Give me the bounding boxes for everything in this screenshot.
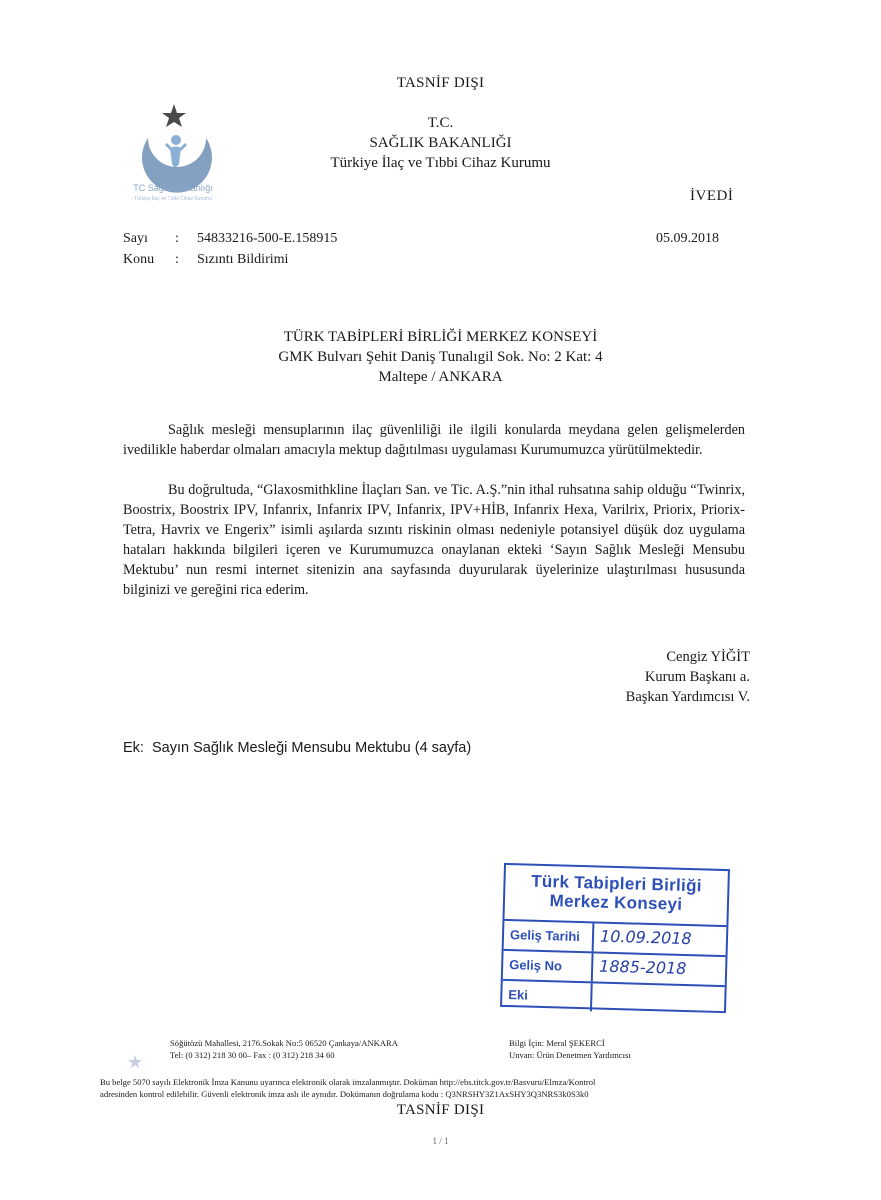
footer-info-block bbox=[509, 1037, 631, 1061]
body-paragraph-2 bbox=[123, 480, 745, 600]
body-paragraph-1 bbox=[123, 420, 745, 460]
logo-text: TC Sağlık Bakanlığı bbox=[133, 183, 213, 193]
page-number: 1 / 1 bbox=[432, 1136, 449, 1146]
addressee-org: TÜRK TABİPLERİ BİRLİĞİ MERKEZ KONSEYİ bbox=[283, 329, 598, 345]
faint-star-icon: ★ bbox=[127, 1052, 144, 1072]
signature-block bbox=[560, 647, 750, 707]
received-stamp bbox=[500, 863, 730, 1013]
footer-address: Söğütözü Mahallesi, 2176.Sokak No:5 06520 Çankaya/ANKARA bbox=[170, 1038, 398, 1048]
footer-info-contact: Bilgi İçin: Meral ŞEKERCİ bbox=[509, 1038, 605, 1048]
sayi-value: 54833216-500-E.158915 bbox=[197, 231, 338, 246]
classification-top: TASNİF DIŞI bbox=[396, 75, 485, 91]
esign-notice bbox=[100, 1076, 800, 1100]
paragraph-2-text: Bu doğrultuda, “Glaxosmithkline İlaçları San. ve Tic. A.Ş.”nin ithal ruhsatına sahip olduğu “Twinrix, Boostrix, Boostrix IPV, Infanrix, Infanrix IPV, Infanrix, IPV+HİB, Infanrix Hexa, Varilrix, Priorix, Priorix-Tetra, Havrix ve Engerix” isimli aşılarda sızıntı riskinin olması nedeniyle potansiyel düşük doz uygulama hataları hakkında bilgileri içeren ve Kurumumuzca onaylanan ekteki ‘Sayın Sağlık Mesleği Mensubu Mektubu’ nun resmi internet sitenizin ana sayfasında duyurularak üyelerinize ulaştırılması hususunda bilginizi ve gereğini rica ederim. bbox=[123, 482, 745, 598]
stamp-label-attachment: Eki bbox=[502, 981, 593, 1012]
sayi-label: Sayı bbox=[123, 231, 148, 246]
attachment-note: Ek: Sayın Sağlık Mesleği Mensubu Mektubu (4 sayfa) bbox=[123, 740, 472, 756]
meta-sayi-row bbox=[123, 228, 337, 250]
stamp-title-line1: Türk Tabipleri Birliği bbox=[530, 871, 703, 896]
footer-info-title: Unvan: Ürün Denetmen Yardımcısı bbox=[509, 1050, 631, 1060]
meta-konu-row bbox=[123, 249, 288, 271]
urgency-mark: İVEDİ bbox=[690, 188, 734, 204]
stamp-title-line2: Merkez Konseyi bbox=[549, 891, 683, 914]
stamp-title bbox=[504, 865, 727, 927]
stamp-value-attachment bbox=[592, 983, 725, 1015]
stamp-label-date: Geliş Tarihi bbox=[504, 921, 595, 952]
signatory-title-1: Kurum Başkanı a. bbox=[644, 669, 750, 685]
addressee-city: Maltepe / ANKARA bbox=[378, 369, 503, 385]
addressee-block bbox=[0, 327, 881, 387]
stamp-value-number: 1885-2018 bbox=[598, 956, 687, 979]
stamp-value-date: 10.09.2018 bbox=[599, 926, 692, 949]
stamp-row-attachment bbox=[502, 981, 725, 1015]
signatory-title-2: Başkan Yardımcısı V. bbox=[625, 689, 750, 705]
letterhead-agency: Türkiye İlaç ve Tıbbi Cihaz Kurumu bbox=[330, 155, 551, 171]
paragraph-1-text: Sağlık mesleği mensuplarının ilaç güvenliliği ile ilgili konularda meydana gelen gelişmelerden ivedilikle haberdar olmaları amacıyla mektup dağıtılması uygulaması Kurumumuzca yürütülmektedir. bbox=[123, 422, 745, 458]
signatory-name: Cengiz YİĞİT bbox=[666, 649, 750, 665]
letterhead bbox=[0, 113, 881, 173]
footer-phone: Tel: (0 312) 218 30 00– Fax : (0 312) 218 34 60 bbox=[170, 1050, 335, 1060]
konu-value: Sızıntı Bildirimi bbox=[197, 252, 289, 267]
letterhead-line1: T.C. bbox=[427, 115, 454, 131]
logo-subtext: Türkiye İlaç ve Tıbbi Cihaz Kurumu bbox=[134, 196, 212, 202]
stamp-label-number: Geliş No bbox=[503, 951, 594, 982]
konu-colon: : bbox=[175, 252, 179, 267]
letterhead-ministry: SAĞLIK BAKANLIĞI bbox=[369, 135, 512, 151]
addressee-street: GMK Bulvarı Şehit Daniş Tunalıgil Sok. No: 2 Kat: 4 bbox=[278, 349, 603, 365]
konu-label: Konu bbox=[123, 252, 155, 267]
footer-address-block bbox=[170, 1037, 398, 1061]
document-date: 05.09.2018 bbox=[656, 231, 719, 246]
esign-line-1: Bu belge 5070 sayılı Elektronik İmza Kanunu uyarınca elektronik olarak imzalanmıştır. Doküman http://ebs.titck.gov.tr/Basvuru/Elmza/Kontrol bbox=[100, 1077, 596, 1087]
sayi-colon: : bbox=[175, 231, 179, 246]
esign-line-2: adresinden kontrol edilebilir. Güvenli elektronik imza aslı ile aynıdır. Dokümanın doğrulama kodu : Q3NRSHY3Z1AxSHY3Q3NRS3k0S3k0 bbox=[100, 1089, 589, 1099]
classification-bottom: TASNİF DIŞI bbox=[396, 1102, 485, 1118]
